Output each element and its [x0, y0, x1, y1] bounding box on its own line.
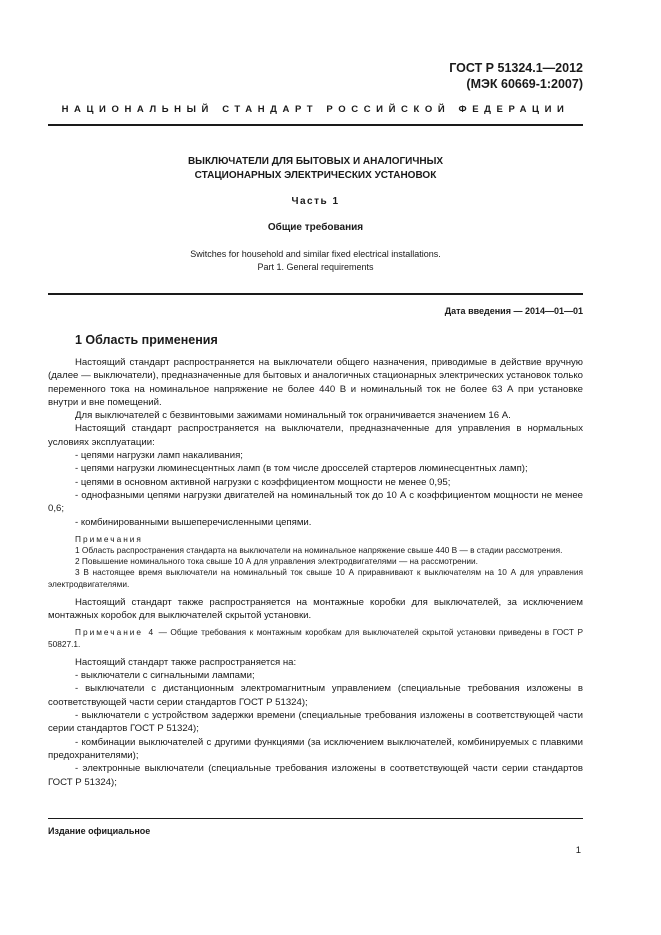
list-item: - комбинации выключателей с другими функциями (за исключением выключателей, комбинируемых с плавкими предохранителями); — [48, 736, 583, 761]
document-title — [48, 155, 583, 182]
english-title — [48, 248, 583, 273]
paragraph-boxes: Настоящий стандарт также распространяется на монтажные коробки для выключателей, за исключением монтажных коробок для выключателей скрытой установки. — [48, 596, 583, 622]
note-4-label: Примечание 4 — [75, 627, 156, 638]
list-item: - цепями в основном активной нагрузки с коэффициентом мощности не менее 0,95; — [75, 476, 451, 488]
title-rule — [48, 293, 583, 295]
iec-reference: (МЭК 60669-1:2007) — [466, 77, 583, 91]
english-title-line-1: Switches for household and similar fixed electrical installations. — [190, 249, 441, 259]
standard-code — [449, 60, 583, 92]
title-line-2: СТАЦИОНАРНЫХ ЭЛЕКТРИЧЕСКИХ УСТАНОВОК — [194, 169, 437, 181]
note-item: 3 В настоящее время выключатели на номинальный ток свыше 10 А приравнивают к выключателям на 10 А для управления электродвигателями. — [48, 567, 583, 589]
footer-rule — [48, 818, 583, 819]
page-number: 1 — [575, 845, 581, 856]
list-item: - однофазными цепями нагрузки двигателей на номинальный ток до 10 А с коэффициентом мощности не менее 0,6; — [48, 489, 583, 515]
note-4 — [48, 627, 583, 649]
official-edition: Издание официальное — [48, 826, 151, 836]
list-item: - выключатели с сигнальными лампами; — [75, 670, 255, 682]
note-4-text: — Общие требования к монтажным коробкам для выключателей скрытой установки приведены в ГОСТ Р 50827.1. — [48, 627, 583, 649]
paragraph-control: Настоящий стандарт распространяется на выключатели, предназначенные для управления в нормальных условиях эксплуатации: — [48, 423, 583, 448]
note-item: 1 Область распространения стандарта на выключатели на номинальное напряжение свыше 440 В — в стадии рассмотрения. — [75, 545, 563, 556]
paragraph-screwless: Для выключателей с безвинтовыми зажимами номинальный ток ограничивается значением 16 А. — [75, 410, 511, 422]
subtitle: Общие требования — [267, 222, 364, 233]
notes-block — [48, 534, 583, 590]
national-standard-banner: НАЦИОНАЛЬНЫЙ СТАНДАРТ РОССИЙСКОЙ ФЕДЕРАЦИИ — [61, 104, 570, 115]
list-item: - электронные выключатели (специальные требования изложены в соответствующей части серии стандартов ГОСТ Р 51324); — [48, 763, 583, 788]
notes-title: Примечания — [75, 533, 143, 544]
section-body — [48, 356, 583, 789]
note-item: 2 Повышение номинального тока свыше 10 А для управления электродвигателями — на рассмотрении. — [75, 556, 478, 567]
part-label: Часть 1 — [291, 196, 340, 207]
list-item: - выключатели с дистанционным электромагнитным управлением (специальные требования изложены в соответствующей части серии стандартов ГОСТ Р 51324); — [48, 683, 583, 708]
list-item: - цепями нагрузки ламп накаливания; — [75, 450, 243, 462]
list-item: - выключатели с устройством задержки времени (специальные требования изложены в соответствующей части серии стандартов ГОСТ Р 51324); — [48, 710, 583, 735]
paragraph-also-applies: Настоящий стандарт также распространяется на: — [75, 656, 297, 668]
list-item: - комбинированными вышеперечисленными цепями. — [75, 516, 312, 528]
title-line-1: ВЫКЛЮЧАТЕЛИ ДЛЯ БЫТОВЫХ И АНАЛОГИЧНЫХ — [187, 156, 444, 167]
list-item: - цепями нагрузки люминесцентных ламп (в том числе дросселей стартеров люминесцентных ламп); — [75, 463, 528, 475]
header-rule — [48, 124, 583, 126]
section-heading: 1 Область применения — [75, 333, 218, 347]
paragraph-scope: Настоящий стандарт распространяется на выключатели общего назначения, приводимые в действие вручную (далее — выключатели), предназначенные для бытовых и аналогичных стационарных электрических установок только переменного тока на номинальное напряжение не более 440 В и номинальный ток не более 63 А при установке внутри и вне помещений. — [48, 357, 583, 408]
standard-number: ГОСТ Р 51324.1—2012 — [449, 61, 583, 75]
english-title-line-2: Part 1. General requirements — [257, 261, 374, 272]
effective-date: Дата введения — 2014—01—01 — [444, 306, 583, 316]
